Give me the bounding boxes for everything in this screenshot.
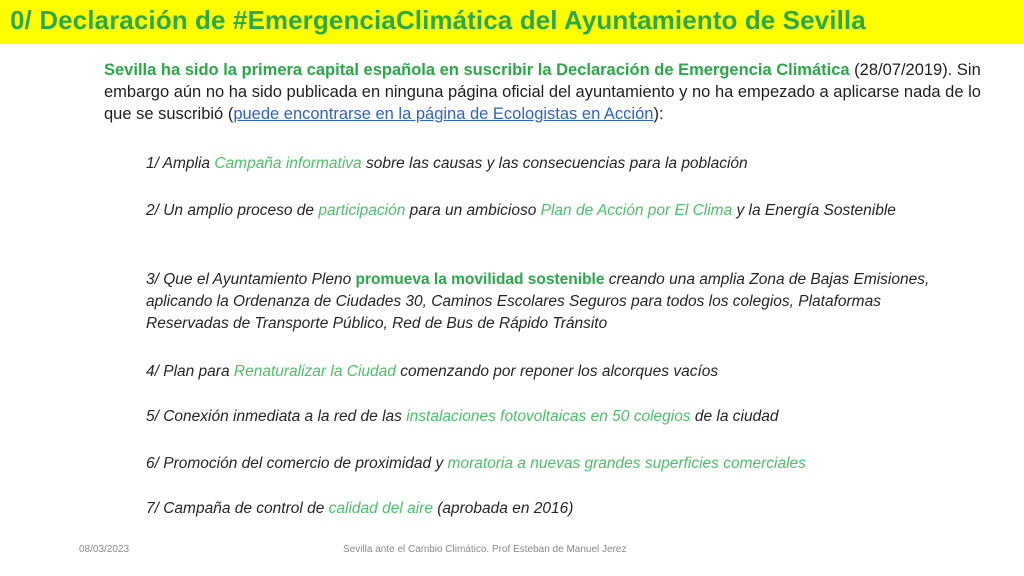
list-item-3: 3/ Que el Ayuntamiento Pleno promueva la movilidad sostenible creando una amplia Zona de Bajas Emisiones, aplicando la Ordenanza de Ciudades 30, Caminos Escolares Seguros para todos los colegios, Plataformas Reservadas de Transporte Público, Red de Bus de Rápido Tránsito [146,271,930,332]
title-bar [0,0,1024,44]
highlight: instalaciones fotovoltaicas en 50 colegios [406,408,691,425]
highlight: participación [318,202,406,219]
list-item-7: 7/ Campaña de control de calidad del aire (aprobada en 2016) [146,500,574,517]
slide-title: 0/ Declaración de #EmergenciaClimática del Ayuntamiento de Sevilla [10,5,866,35]
list-item-1: 1/ Amplia Campaña informativa sobre las causas y las consecuencias para la población [146,155,748,172]
ecologistas-link[interactable]: puede encontrarse en la página de Ecologistas en Acción [233,105,654,123]
highlight: Campaña informativa [214,155,362,172]
list-item-4: 4/ Plan para Renaturalizar la Ciudad comenzando por reponer los alcorques vacíos [146,363,719,380]
footer-credit: Sevilla ante el Cambio Climático. Prof Esteban de Manuel Jerez [343,544,627,555]
intro-lead: Sevilla ha sido la primera capital española en suscribir la Declaración de Emergencia Climática [104,61,850,79]
highlight: moratoria a nuevas grandes superficies comerciales [447,455,806,472]
intro-date: (28/07/2019). [849,61,953,79]
highlight: calidad del aire [328,500,433,517]
footer-date: 08/03/2023 [79,544,130,555]
highlight: Plan de Acción por El Clima [540,202,733,219]
list-item-6: 6/ Promoción del comercio de proximidad y moratoria a nuevas grandes superficies comerciales [146,455,806,472]
highlight: Renaturalizar la Ciudad [233,363,396,380]
intro-close: ): [653,105,664,123]
list-item-2: 2/ Un amplio proceso de participación para un ambicioso Plan de Acción por El Clima y la Energía Sostenible [146,202,896,219]
highlight-bold: promueva la movilidad sostenible [355,271,605,288]
intro-body: Sin embargo aún no ha sido publicada en ninguna página oficial del ayuntamiento y no ha empezado a aplicarse nada de lo que se suscribió ( [104,61,981,123]
intro-paragraph [104,59,984,125]
list-item-5: 5/ Conexión inmediata a la red de las instalaciones fotovoltaicas en 50 colegios de la ciudad [146,408,779,425]
